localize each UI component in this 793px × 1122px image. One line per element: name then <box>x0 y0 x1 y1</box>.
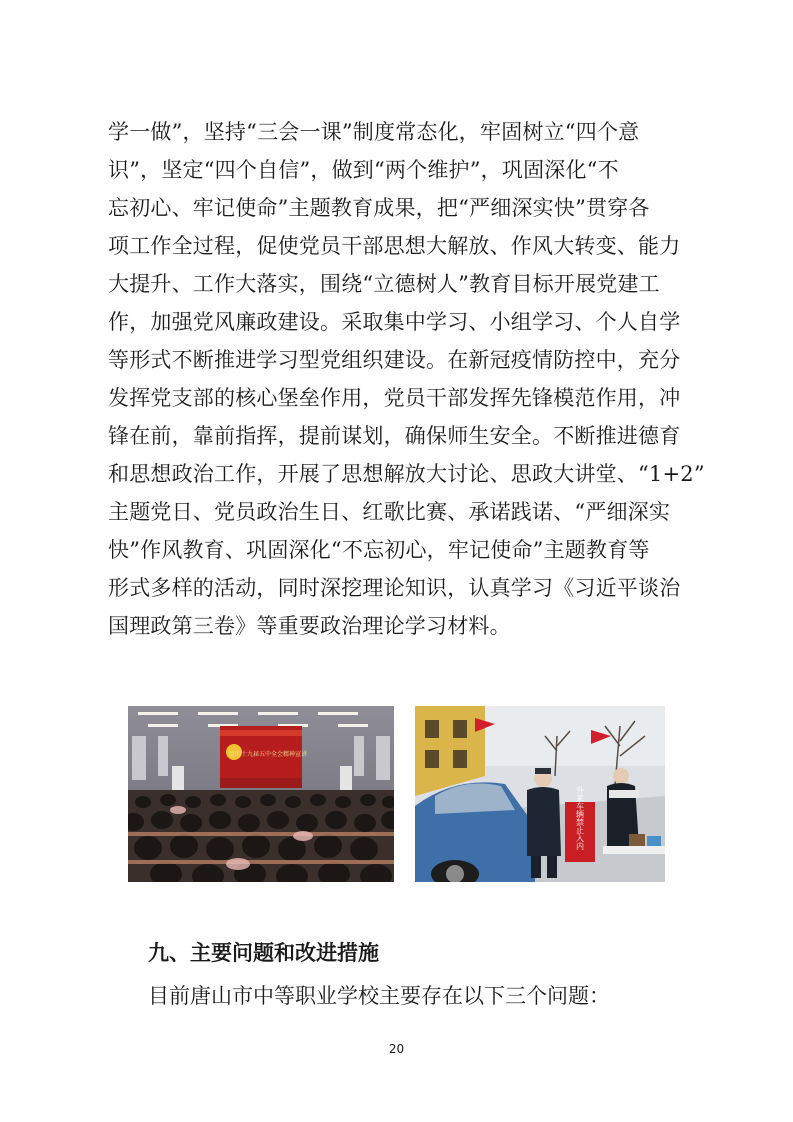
paragraph-line: 锋在前，靠前指挥，提前谋划，确保师生安全。不断推进德育 <box>108 424 681 448</box>
paragraph-line: 主题党日、党员政治生日、红歌比赛、承诺践诺、“严细深实 <box>108 500 671 524</box>
paragraph-line: 大提升、工作大落实，围绕“立德树人”教育目标开展党建工 <box>108 272 660 296</box>
checkpoint-illustration <box>415 706 665 882</box>
paragraph-line: 形式多样的活动，同时深挖理论知识，认真学习《习近平谈治 <box>108 576 681 600</box>
page-number: 20 <box>388 1042 405 1056</box>
paragraph-line: 识”，坚定“四个自信”，做到“两个维护”，巩固深化“不 <box>108 158 619 182</box>
paragraph-line: 国理政第三卷》等重要政治理论学习材料。 <box>108 614 511 638</box>
auditorium-illustration <box>128 706 394 882</box>
paragraph-line: 快”作风教育、巩固深化“不忘初心，牢记使命”主题教育等 <box>108 538 650 562</box>
paragraph-line: 发挥党支部的核心堡垒作用，党员干部发挥先锋模范作用，冲 <box>108 386 681 410</box>
paragraph-line: 项工作全过程，促使党员干部思想大解放、作风大转变、能力 <box>108 234 681 258</box>
checkpoint-photo <box>415 706 665 882</box>
paragraph-line: 和思想政治工作，开展了思想解放大讨论、思政大讲堂、“1+2” <box>108 462 705 486</box>
paragraph-line: 等形式不断推进学习型党组织建设。在新冠疫情防控中，充分 <box>108 348 681 372</box>
section-intro-text: 目前唐山市中等职业学校主要存在以下三个问题： <box>148 984 610 1008</box>
stage-banner-text: 党的十九届五中全会精神宣讲 <box>228 751 308 758</box>
checkpoint-sign-text: 外来车辆禁止入内 <box>575 786 585 850</box>
paragraph-line: 忘初心、牢记使命”主题教育成果，把“严细深实快”贯穿各 <box>108 196 650 220</box>
auditorium-lecture-photo <box>128 706 394 882</box>
section-heading: 九、主要问题和改进措施 <box>148 941 379 965</box>
paragraph-line: 作，加强党风廉政建设。采取集中学习、小组学习、个人自学 <box>108 310 681 334</box>
paragraph-line: 学一做”，坚持“三会一课”制度常态化，牢固树立“四个意 <box>108 120 640 144</box>
